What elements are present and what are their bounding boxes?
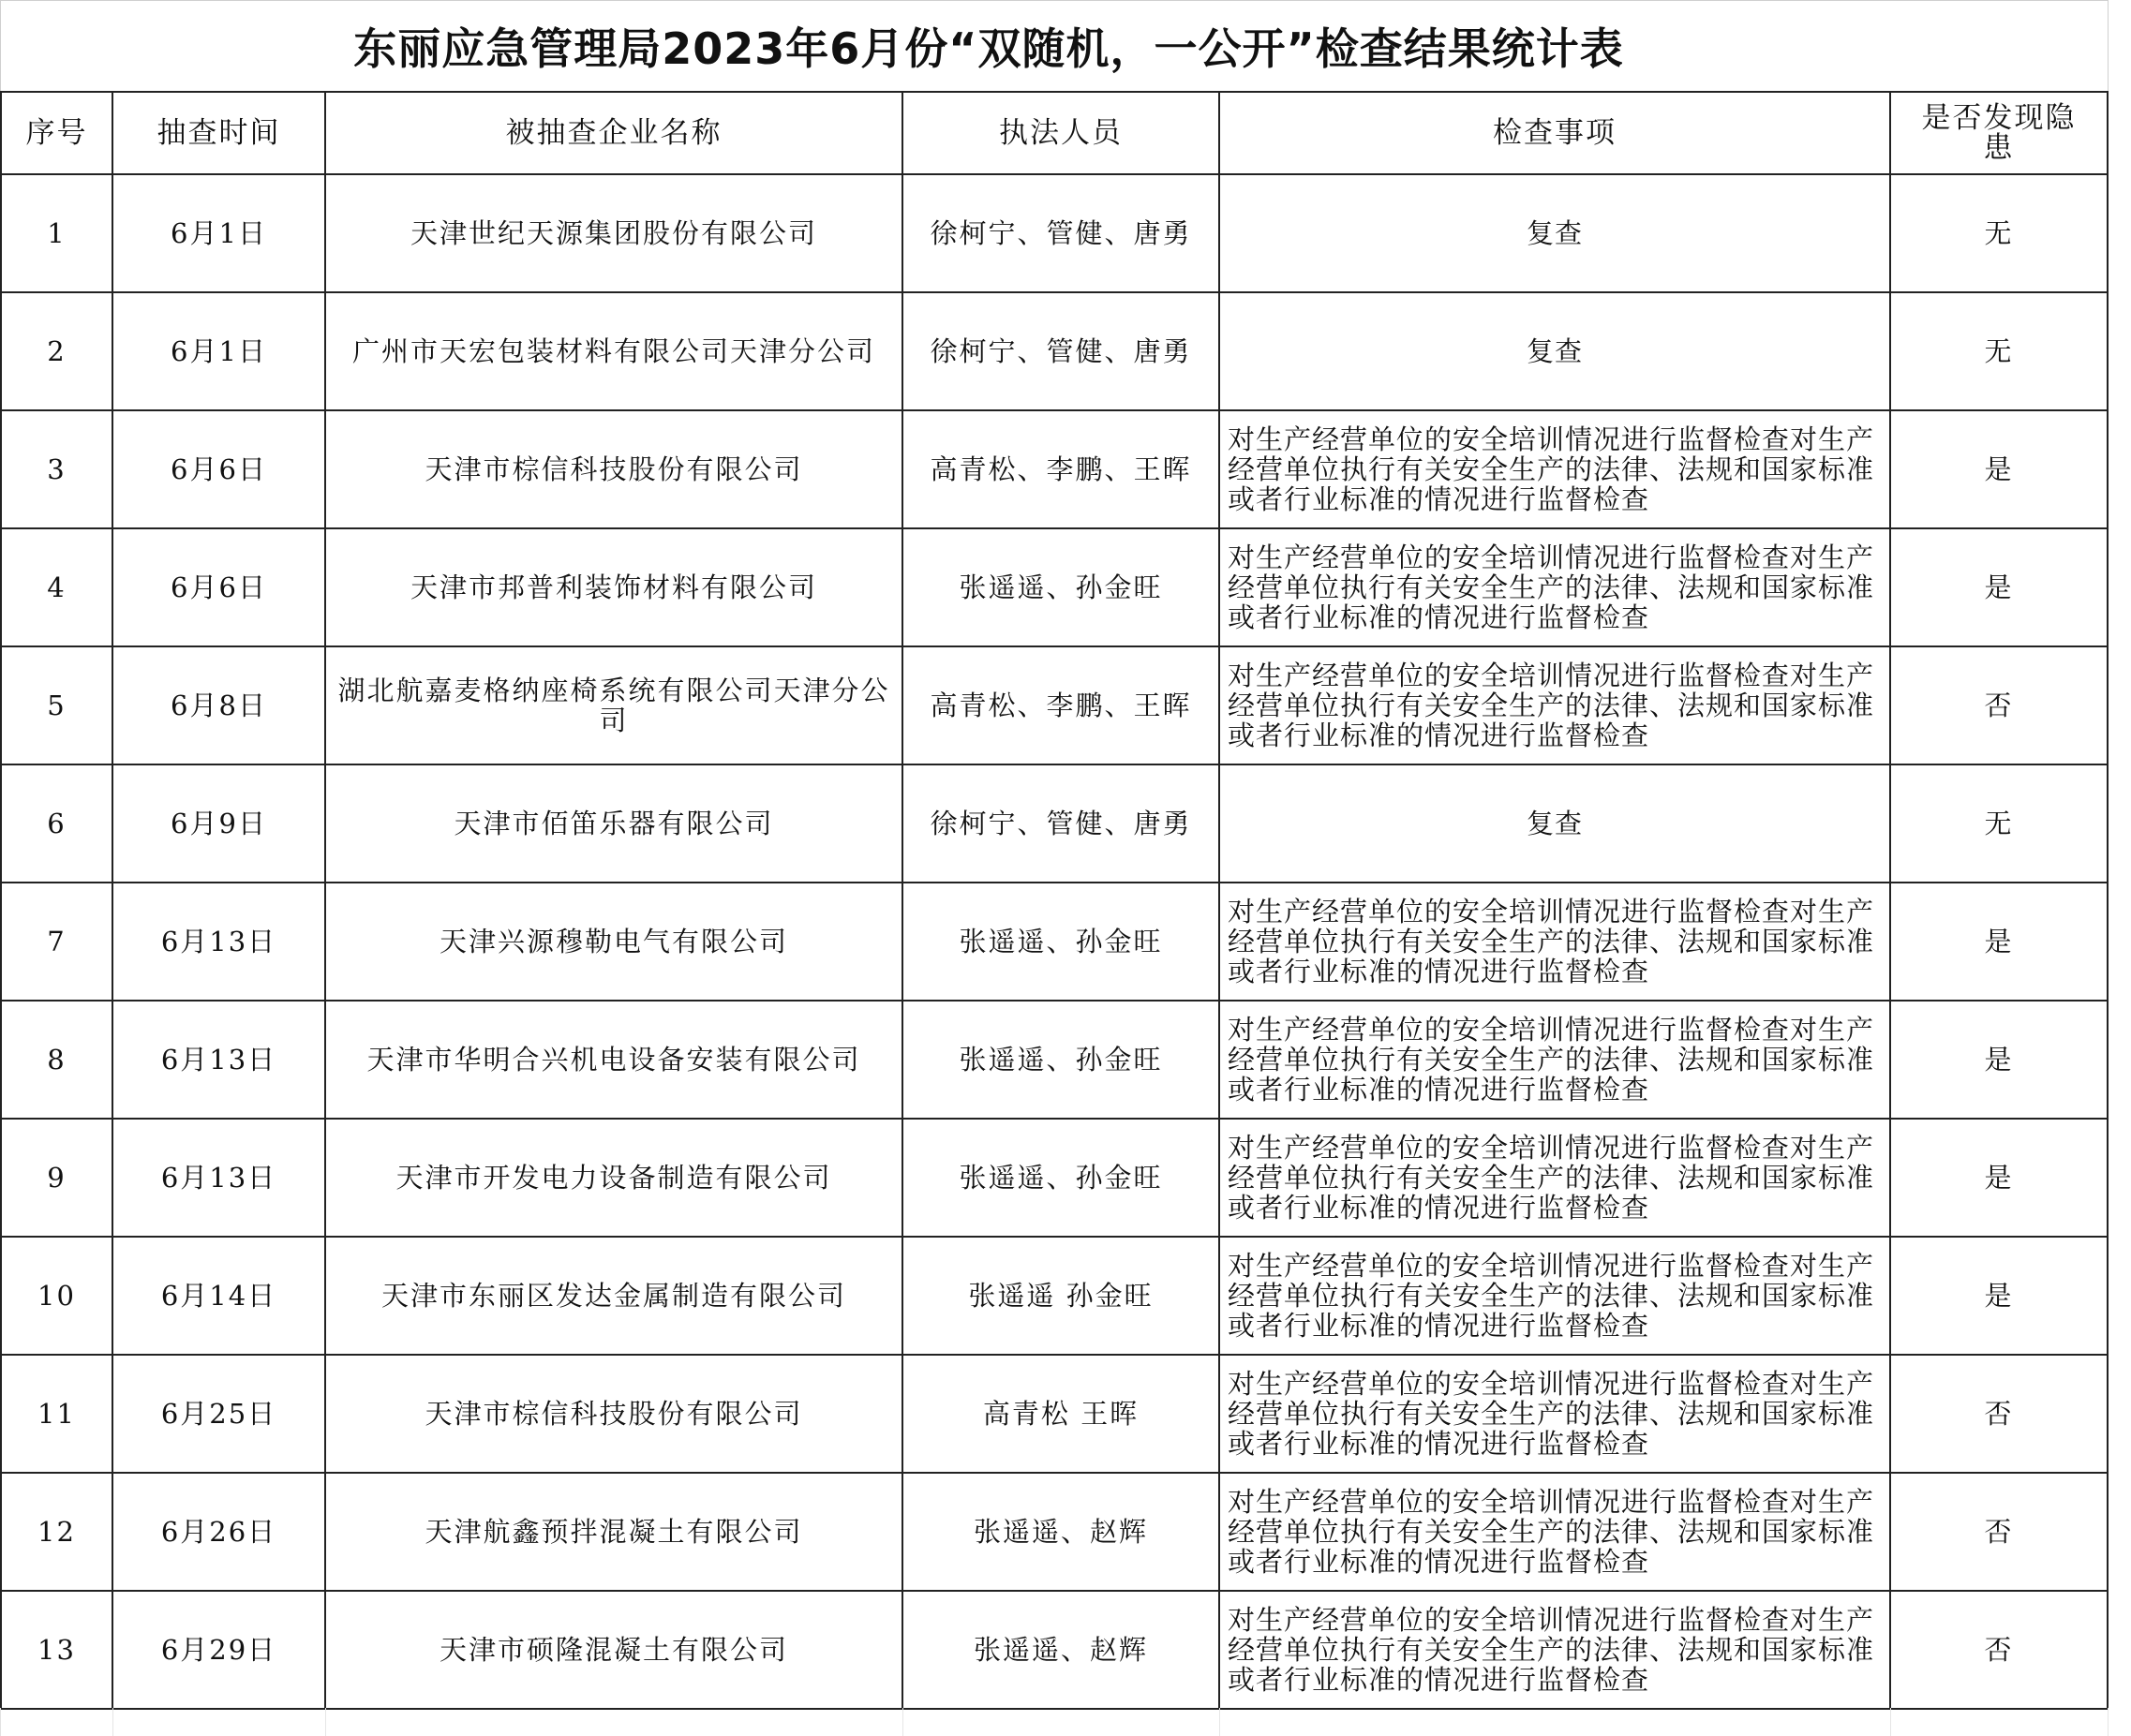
table-row — [1, 1591, 2108, 1709]
cell-no: 12 — [1, 1473, 112, 1591]
cell-staff: 徐柯宁、管健、唐勇 — [902, 292, 1219, 410]
sheet-gridline-strip — [0, 1708, 2109, 1736]
cell-date: 6月9日 — [112, 764, 325, 883]
cell-hazard: 是 — [1890, 1001, 2108, 1119]
cell-date: 6月1日 — [112, 292, 325, 410]
cell-date: 6月6日 — [112, 410, 325, 528]
cell-hazard: 是 — [1890, 1237, 2108, 1355]
cell-no: 1 — [1, 174, 112, 292]
table-row — [1, 528, 2108, 646]
header-no: 序号 — [1, 92, 112, 174]
cell-hazard: 是 — [1890, 1119, 2108, 1237]
cell-company: 天津航鑫预拌混凝土有限公司 — [325, 1473, 902, 1591]
cell-staff: 张遥遥、孙金旺 — [902, 528, 1219, 646]
cell-company: 天津市佰笛乐器有限公司 — [325, 764, 902, 883]
cell-date: 6月6日 — [112, 528, 325, 646]
cell-staff: 高青松、李鹏、王晖 — [902, 646, 1219, 764]
table-row — [1, 1355, 2108, 1473]
header-company: 被抽查企业名称 — [325, 92, 902, 174]
cell-hazard: 否 — [1890, 646, 2108, 764]
cell-hazard: 是 — [1890, 410, 2108, 528]
cell-no: 11 — [1, 1355, 112, 1473]
cell-hazard: 否 — [1890, 1473, 2108, 1591]
cell-company: 天津市硕隆混凝土有限公司 — [325, 1591, 902, 1709]
header-hazard: 是否发现隐患 — [1890, 92, 2108, 174]
cell-staff: 徐柯宁、管健、唐勇 — [902, 174, 1219, 292]
table-row — [1, 410, 2108, 528]
table-row — [1, 1001, 2108, 1119]
cell-no: 7 — [1, 883, 112, 1001]
cell-staff: 高青松、李鹏、王晖 — [902, 410, 1219, 528]
cell-company: 湖北航嘉麦格纳座椅系统有限公司天津分公司 — [325, 646, 902, 764]
cell-company: 天津市华明合兴机电设备安装有限公司 — [325, 1001, 902, 1119]
inspection-table — [0, 91, 2109, 1710]
table-row — [1, 883, 2108, 1001]
table-row — [1, 1473, 2108, 1591]
table-row — [1, 764, 2108, 883]
cell-date: 6月1日 — [112, 174, 325, 292]
cell-no: 5 — [1, 646, 112, 764]
cell-inspection-item: 复查 — [1219, 174, 1890, 292]
cell-staff: 张遥遥、孙金旺 — [902, 883, 1219, 1001]
cell-no: 4 — [1, 528, 112, 646]
cell-hazard: 是 — [1890, 883, 2108, 1001]
cell-inspection-item: 复查 — [1219, 292, 1890, 410]
cell-date: 6月26日 — [112, 1473, 325, 1591]
cell-staff: 张遥遥、孙金旺 — [902, 1119, 1219, 1237]
cell-inspection-item: 对生产经营单位的安全培训情况进行监督检查对生产经营单位执行有关安全生产的法律、法规和国家标准或者行业标准的情况进行监督检查 — [1219, 883, 1890, 1001]
cell-hazard: 否 — [1890, 1591, 2108, 1709]
cell-company: 天津世纪天源集团股份有限公司 — [325, 174, 902, 292]
cell-company: 天津市邦普利装饰材料有限公司 — [325, 528, 902, 646]
cell-hazard: 否 — [1890, 1355, 2108, 1473]
cell-inspection-item: 对生产经营单位的安全培训情况进行监督检查对生产经营单位执行有关安全生产的法律、法规和国家标准或者行业标准的情况进行监督检查 — [1219, 528, 1890, 646]
cell-inspection-item: 对生产经营单位的安全培训情况进行监督检查对生产经营单位执行有关安全生产的法律、法规和国家标准或者行业标准的情况进行监督检查 — [1219, 1119, 1890, 1237]
page-title: 东丽应急管理局2023年6月份“双随机，一公开”检查结果统计表 — [353, 23, 1624, 74]
cell-inspection-item: 对生产经营单位的安全培训情况进行监督检查对生产经营单位执行有关安全生产的法律、法规和国家标准或者行业标准的情况进行监督检查 — [1219, 1473, 1890, 1591]
cell-no: 3 — [1, 410, 112, 528]
cell-hazard: 无 — [1890, 292, 2108, 410]
cell-company: 天津市棕信科技股份有限公司 — [325, 410, 902, 528]
cell-staff: 徐柯宁、管健、唐勇 — [902, 764, 1219, 883]
cell-inspection-item: 对生产经营单位的安全培训情况进行监督检查对生产经营单位执行有关安全生产的法律、法规和国家标准或者行业标准的情况进行监督检查 — [1219, 1001, 1890, 1119]
table-row — [1, 1237, 2108, 1355]
cell-inspection-item: 对生产经营单位的安全培训情况进行监督检查对生产经营单位执行有关安全生产的法律、法规和国家标准或者行业标准的情况进行监督检查 — [1219, 1591, 1890, 1709]
cell-staff: 高青松 王晖 — [902, 1355, 1219, 1473]
header-item: 检查事项 — [1219, 92, 1890, 174]
cell-company: 天津市棕信科技股份有限公司 — [325, 1355, 902, 1473]
title-row — [0, 0, 2109, 91]
cell-no: 10 — [1, 1237, 112, 1355]
cell-date: 6月14日 — [112, 1237, 325, 1355]
table-row — [1, 292, 2108, 410]
cell-hazard: 无 — [1890, 174, 2108, 292]
cell-staff: 张遥遥、孙金旺 — [902, 1001, 1219, 1119]
cell-date: 6月13日 — [112, 883, 325, 1001]
cell-inspection-item: 复查 — [1219, 764, 1890, 883]
cell-company: 天津市东丽区发达金属制造有限公司 — [325, 1237, 902, 1355]
table-body — [1, 174, 2108, 1709]
table-row — [1, 646, 2108, 764]
cell-date: 6月25日 — [112, 1355, 325, 1473]
header-date: 抽查时间 — [112, 92, 325, 174]
cell-staff: 张遥遥、赵辉 — [902, 1473, 1219, 1591]
cell-company: 广州市天宏包装材料有限公司天津分公司 — [325, 292, 902, 410]
cell-inspection-item: 对生产经营单位的安全培训情况进行监督检查对生产经营单位执行有关安全生产的法律、法规和国家标准或者行业标准的情况进行监督检查 — [1219, 1237, 1890, 1355]
cell-hazard: 无 — [1890, 764, 2108, 883]
cell-inspection-item: 对生产经营单位的安全培训情况进行监督检查对生产经营单位执行有关安全生产的法律、法规和国家标准或者行业标准的情况进行监督检查 — [1219, 1355, 1890, 1473]
table-row — [1, 174, 2108, 292]
cell-no: 8 — [1, 1001, 112, 1119]
table-row — [1, 1119, 2108, 1237]
cell-no: 2 — [1, 292, 112, 410]
cell-company: 天津兴源穆勒电气有限公司 — [325, 883, 902, 1001]
header-staff: 执法人员 — [902, 92, 1219, 174]
cell-inspection-item: 对生产经营单位的安全培训情况进行监督检查对生产经营单位执行有关安全生产的法律、法规和国家标准或者行业标准的情况进行监督检查 — [1219, 410, 1890, 528]
cell-date: 6月13日 — [112, 1001, 325, 1119]
header-row — [1, 92, 2108, 174]
cell-no: 6 — [1, 764, 112, 883]
cell-hazard: 是 — [1890, 528, 2108, 646]
cell-no: 9 — [1, 1119, 112, 1237]
cell-date: 6月13日 — [112, 1119, 325, 1237]
cell-staff: 张遥遥 孙金旺 — [902, 1237, 1219, 1355]
cell-date: 6月8日 — [112, 646, 325, 764]
cell-company: 天津市开发电力设备制造有限公司 — [325, 1119, 902, 1237]
cell-no: 13 — [1, 1591, 112, 1709]
cell-date: 6月29日 — [112, 1591, 325, 1709]
cell-staff: 张遥遥、赵辉 — [902, 1591, 1219, 1709]
cell-inspection-item: 对生产经营单位的安全培训情况进行监督检查对生产经营单位执行有关安全生产的法律、法规和国家标准或者行业标准的情况进行监督检查 — [1219, 646, 1890, 764]
